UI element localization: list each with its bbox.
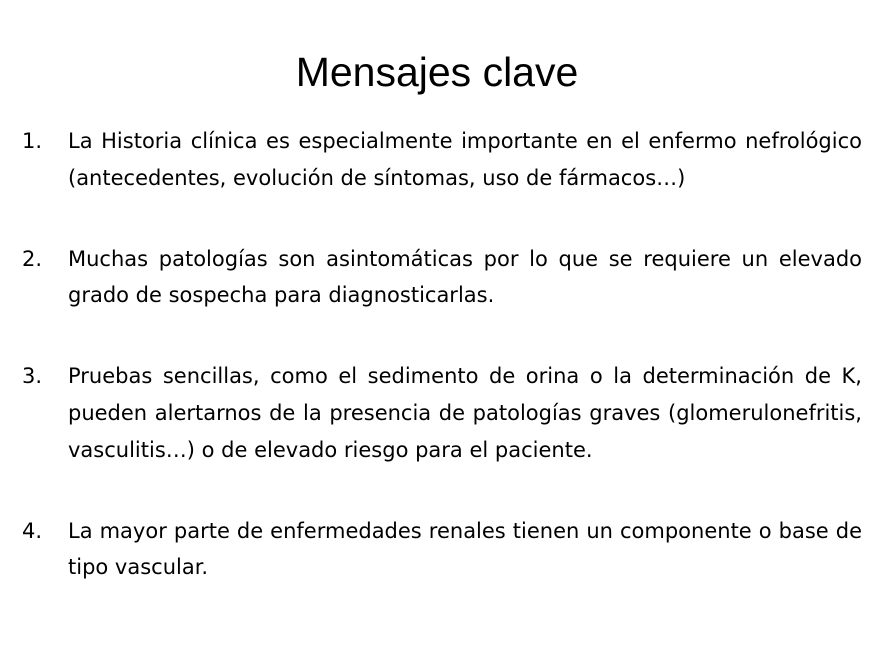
item-text: Pruebas sencillas, como el sedimento de orina o la determinación de K, pueden alertarnos de la presencia de patologías graves (glomerulonefritis, vasculitis…) o de elevado riesgo para el paciente. bbox=[68, 364, 862, 462]
item-number: 1. bbox=[22, 129, 43, 153]
list-item bbox=[22, 358, 862, 468]
item-number: 3. bbox=[22, 364, 43, 389]
list-item bbox=[22, 241, 862, 315]
item-number: 2. bbox=[22, 246, 43, 271]
item-text: La Historia clínica es especialmente importante en el enfermo nefrológico (antecedentes, evolución de síntomas, uso de fármacos…) bbox=[68, 129, 862, 190]
slide-title: Mensajes clave bbox=[295, 49, 579, 95]
item-number: 4. bbox=[22, 518, 43, 543]
list-item bbox=[22, 123, 862, 197]
item-text: La mayor parte de enfermedades renales tienen un componente o base de tipo vascular. bbox=[68, 518, 862, 580]
item-text: Muchas patologías son asintomáticas por lo que se requiere un elevado grado de sospecha para diagnosticarlas. bbox=[68, 246, 862, 308]
list-item bbox=[22, 513, 862, 587]
key-messages-list bbox=[22, 123, 862, 586]
